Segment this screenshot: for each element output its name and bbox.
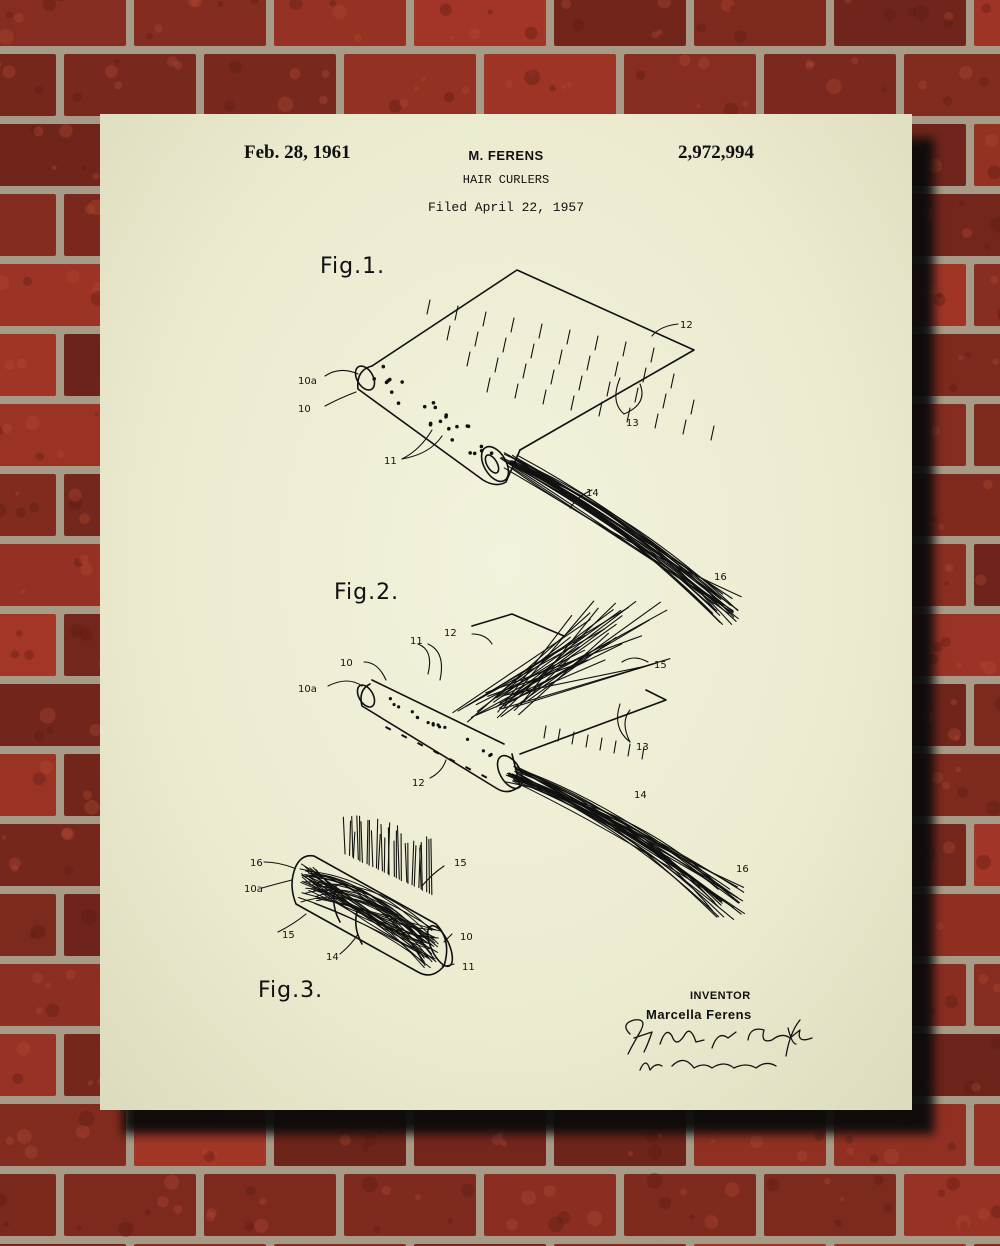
fig1-reference-numeral: 16 <box>714 572 727 583</box>
fig2-reference-numeral: 14 <box>634 790 647 801</box>
brick <box>484 54 616 116</box>
brick <box>0 474 56 536</box>
filed-date: Filed April 22, 1957 <box>427 200 585 215</box>
brick <box>974 544 1000 606</box>
brick <box>694 0 826 46</box>
figure-3-caption: Fig.3. <box>258 978 324 1003</box>
fig3-reference-numeral: 11 <box>462 962 475 973</box>
inventor-name: Marcella Ferens <box>646 1007 752 1022</box>
fig1-reference-numeral: 10 <box>298 404 311 415</box>
patent-title: HAIR CURLERS <box>462 173 550 187</box>
fig1-reference-numeral: 13 <box>626 418 639 429</box>
fig2-reference-numeral: 12 <box>444 628 457 639</box>
brick <box>0 614 56 676</box>
figure-2-caption: Fig.2. <box>334 580 400 605</box>
brick <box>344 54 476 116</box>
patent-date: Feb. 28, 1961 <box>244 142 351 163</box>
brick <box>974 824 1000 886</box>
brick <box>974 684 1000 746</box>
figure-1-drawing <box>325 270 741 624</box>
fig3-reference-numeral: 16 <box>250 858 263 869</box>
brick <box>0 894 56 956</box>
brick <box>974 964 1000 1026</box>
fig2-reference-numeral: 13 <box>636 742 649 753</box>
figure-3-drawing <box>262 816 457 975</box>
brick <box>414 0 546 46</box>
fig3-reference-numeral: 10a <box>244 884 263 895</box>
brick <box>974 1104 1000 1166</box>
fig3-reference-numeral: 10 <box>460 932 473 943</box>
fig1-reference-numeral: 14 <box>586 488 599 499</box>
brick <box>0 0 126 46</box>
brick <box>974 264 1000 326</box>
brick <box>0 1034 56 1096</box>
patent-number: 2,972,994 <box>678 142 754 163</box>
fig2-reference-numeral: 11 <box>410 636 423 647</box>
fig2-reference-numeral: 10 <box>340 658 353 669</box>
brick <box>974 404 1000 466</box>
brick <box>624 1174 756 1236</box>
fig3-reference-numeral: 14 <box>326 952 339 963</box>
brick <box>134 0 266 46</box>
fig2-reference-numeral: 10a <box>298 684 317 695</box>
fig1-reference-numeral: 10a <box>298 376 317 387</box>
fig3-reference-numeral: 15 <box>454 858 467 869</box>
fig1-reference-numeral: 12 <box>680 320 693 331</box>
brick <box>0 194 56 256</box>
inventor-heading: INVENTOR <box>690 990 751 1002</box>
patent-drawing <box>100 114 912 1110</box>
figure-1-caption: Fig.1. <box>320 254 386 279</box>
brick <box>204 1174 336 1236</box>
figure-2-drawing <box>328 601 744 919</box>
fig1-reference-numeral: 11 <box>384 456 397 467</box>
brick <box>0 1174 56 1236</box>
patent-poster <box>100 114 912 1110</box>
fig3-reference-numeral: 15 <box>282 930 295 941</box>
fig2-reference-numeral: 15 <box>654 660 667 671</box>
fig2-reference-numeral: 12 <box>412 778 425 789</box>
attorney-signature <box>626 1020 812 1070</box>
fig2-reference-numeral: 16 <box>736 864 749 875</box>
brick <box>0 54 56 116</box>
inventor-short-name: M. FERENS <box>468 148 544 163</box>
